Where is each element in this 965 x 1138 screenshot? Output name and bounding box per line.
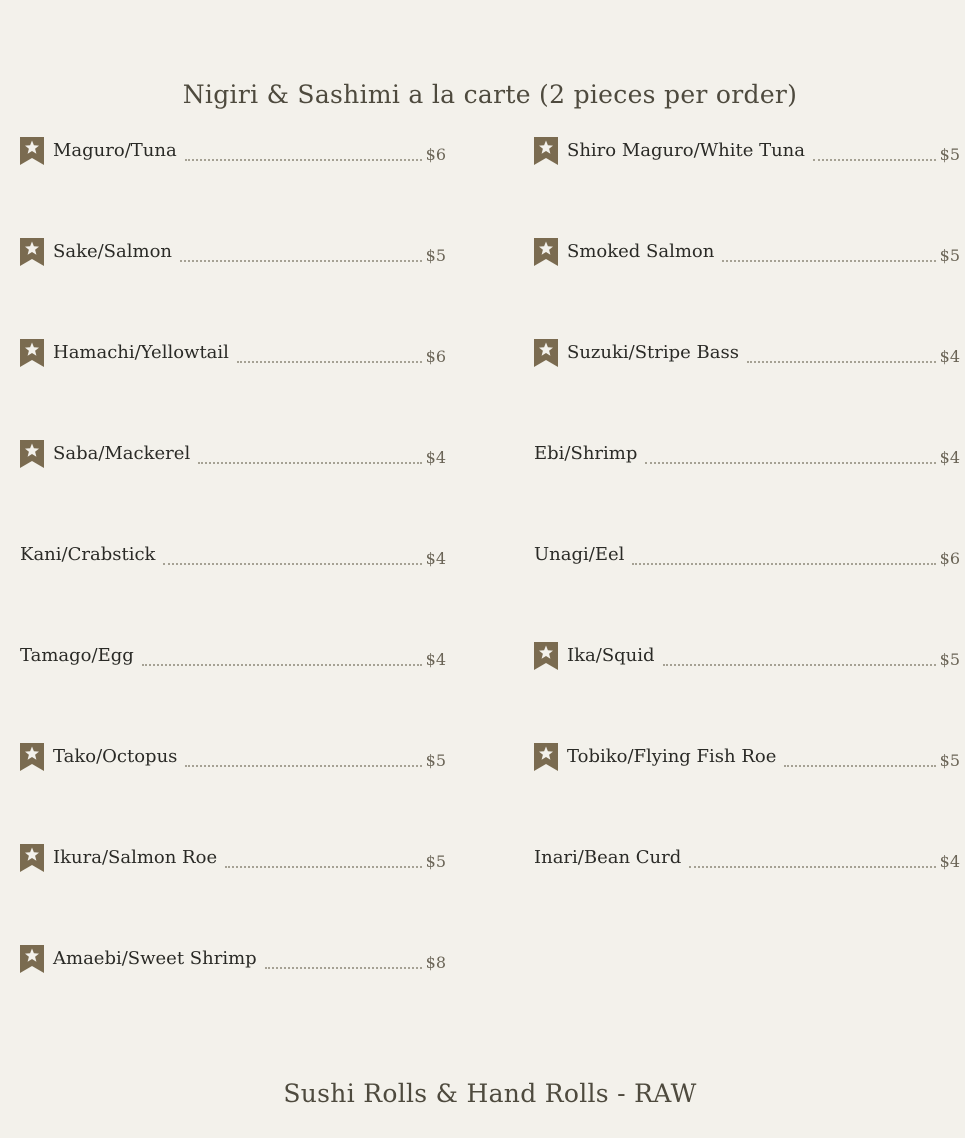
menu-item-price: $5 bbox=[939, 145, 960, 164]
dotted-leader bbox=[225, 844, 422, 868]
menu-item-name: Maguro/Tuna bbox=[53, 140, 177, 161]
menu-item-price: $5 bbox=[425, 751, 446, 770]
menu-item-price: $6 bbox=[425, 347, 446, 366]
menu-item-price: $6 bbox=[425, 145, 446, 164]
dotted-leader bbox=[265, 945, 422, 969]
menu-item-name: Tamago/Egg bbox=[20, 645, 134, 666]
dotted-leader bbox=[722, 238, 935, 262]
menu-item bbox=[534, 844, 960, 945]
menu-item-name: Ebi/Shrimp bbox=[534, 443, 638, 464]
section-title-sushi-rolls-raw: Sushi Rolls & Hand Rolls - RAW bbox=[283, 1079, 697, 1108]
menu-item-name: Unagi/Eel bbox=[534, 544, 625, 565]
menu-item bbox=[534, 743, 960, 844]
menu-item-price: $5 bbox=[425, 852, 446, 871]
menu-item bbox=[534, 440, 960, 541]
star-ribbon-icon bbox=[534, 339, 558, 367]
menu-item bbox=[20, 945, 446, 1046]
menu-item bbox=[20, 844, 446, 945]
menu-column-right bbox=[534, 137, 960, 945]
menu-item-price: $5 bbox=[425, 246, 446, 265]
menu-item-price: $4 bbox=[425, 448, 446, 467]
dotted-leader bbox=[663, 642, 936, 666]
star-ribbon-icon bbox=[20, 238, 44, 266]
menu-item-name: Hamachi/Yellowtail bbox=[53, 342, 229, 363]
star-ribbon-icon bbox=[20, 945, 44, 973]
dotted-leader bbox=[632, 541, 935, 565]
dotted-leader bbox=[784, 743, 935, 767]
menu-item bbox=[20, 238, 446, 339]
menu-item-name: Suzuki/Stripe Bass bbox=[567, 342, 739, 363]
dotted-leader bbox=[645, 440, 935, 464]
menu-item-price: $4 bbox=[425, 549, 446, 568]
menu-item bbox=[20, 339, 446, 440]
menu-item-name: Kani/Crabstick bbox=[20, 544, 156, 565]
dotted-leader bbox=[813, 137, 936, 161]
dotted-leader bbox=[185, 743, 421, 767]
menu-item bbox=[534, 137, 960, 238]
dotted-leader bbox=[747, 339, 936, 363]
star-ribbon-icon bbox=[534, 743, 558, 771]
dotted-leader bbox=[198, 440, 421, 464]
menu-item-name: Ikura/Salmon Roe bbox=[53, 847, 218, 868]
star-ribbon-icon bbox=[20, 743, 44, 771]
star-ribbon-icon bbox=[20, 844, 44, 872]
dotted-leader bbox=[163, 541, 421, 565]
menu-item-name: Amaebi/Sweet Shrimp bbox=[53, 948, 257, 969]
menu-item bbox=[534, 339, 960, 440]
menu-item-price: $4 bbox=[939, 347, 960, 366]
section-title-nigiri: Nigiri & Sashimi a la carte (2 pieces per order) bbox=[182, 80, 798, 109]
menu-item-price: $5 bbox=[939, 246, 960, 265]
menu-item bbox=[534, 642, 960, 743]
dotted-leader bbox=[180, 238, 422, 262]
menu-item bbox=[20, 743, 446, 844]
menu-item-name: Sake/Salmon bbox=[53, 241, 173, 262]
menu-item-price: $6 bbox=[939, 549, 960, 568]
menu-item bbox=[20, 541, 446, 642]
menu-item bbox=[20, 137, 446, 238]
dotted-leader bbox=[185, 137, 422, 161]
dotted-leader bbox=[237, 339, 422, 363]
menu-item-name: Inari/Bean Curd bbox=[534, 847, 682, 868]
menu-item bbox=[20, 440, 446, 541]
menu-item bbox=[534, 238, 960, 339]
menu-item-price: $4 bbox=[939, 448, 960, 467]
menu-item-name: Tako/Octopus bbox=[53, 746, 178, 767]
menu-item bbox=[534, 541, 960, 642]
menu-item-name: Smoked Salmon bbox=[567, 241, 715, 262]
menu-item-name: Shiro Maguro/White Tuna bbox=[567, 140, 806, 161]
menu-item-price: $5 bbox=[939, 751, 960, 770]
menu-item-name: Saba/Mackerel bbox=[53, 443, 191, 464]
dotted-leader bbox=[142, 642, 422, 666]
menu-item-price: $4 bbox=[425, 650, 446, 669]
menu-item-name: Tobiko/Flying Fish Roe bbox=[567, 746, 777, 767]
menu-column-left bbox=[20, 137, 446, 1046]
star-ribbon-icon bbox=[20, 339, 44, 367]
menu-item bbox=[20, 642, 446, 743]
menu-item-price: $4 bbox=[939, 852, 960, 871]
star-ribbon-icon bbox=[534, 642, 558, 670]
menu-item-price: $8 bbox=[425, 953, 446, 972]
menu-item-price: $5 bbox=[939, 650, 960, 669]
menu-item-name: Ika/Squid bbox=[567, 645, 655, 666]
dotted-leader bbox=[689, 844, 935, 868]
star-ribbon-icon bbox=[534, 137, 558, 165]
star-ribbon-icon bbox=[20, 440, 44, 468]
star-ribbon-icon bbox=[534, 238, 558, 266]
star-ribbon-icon bbox=[20, 137, 44, 165]
